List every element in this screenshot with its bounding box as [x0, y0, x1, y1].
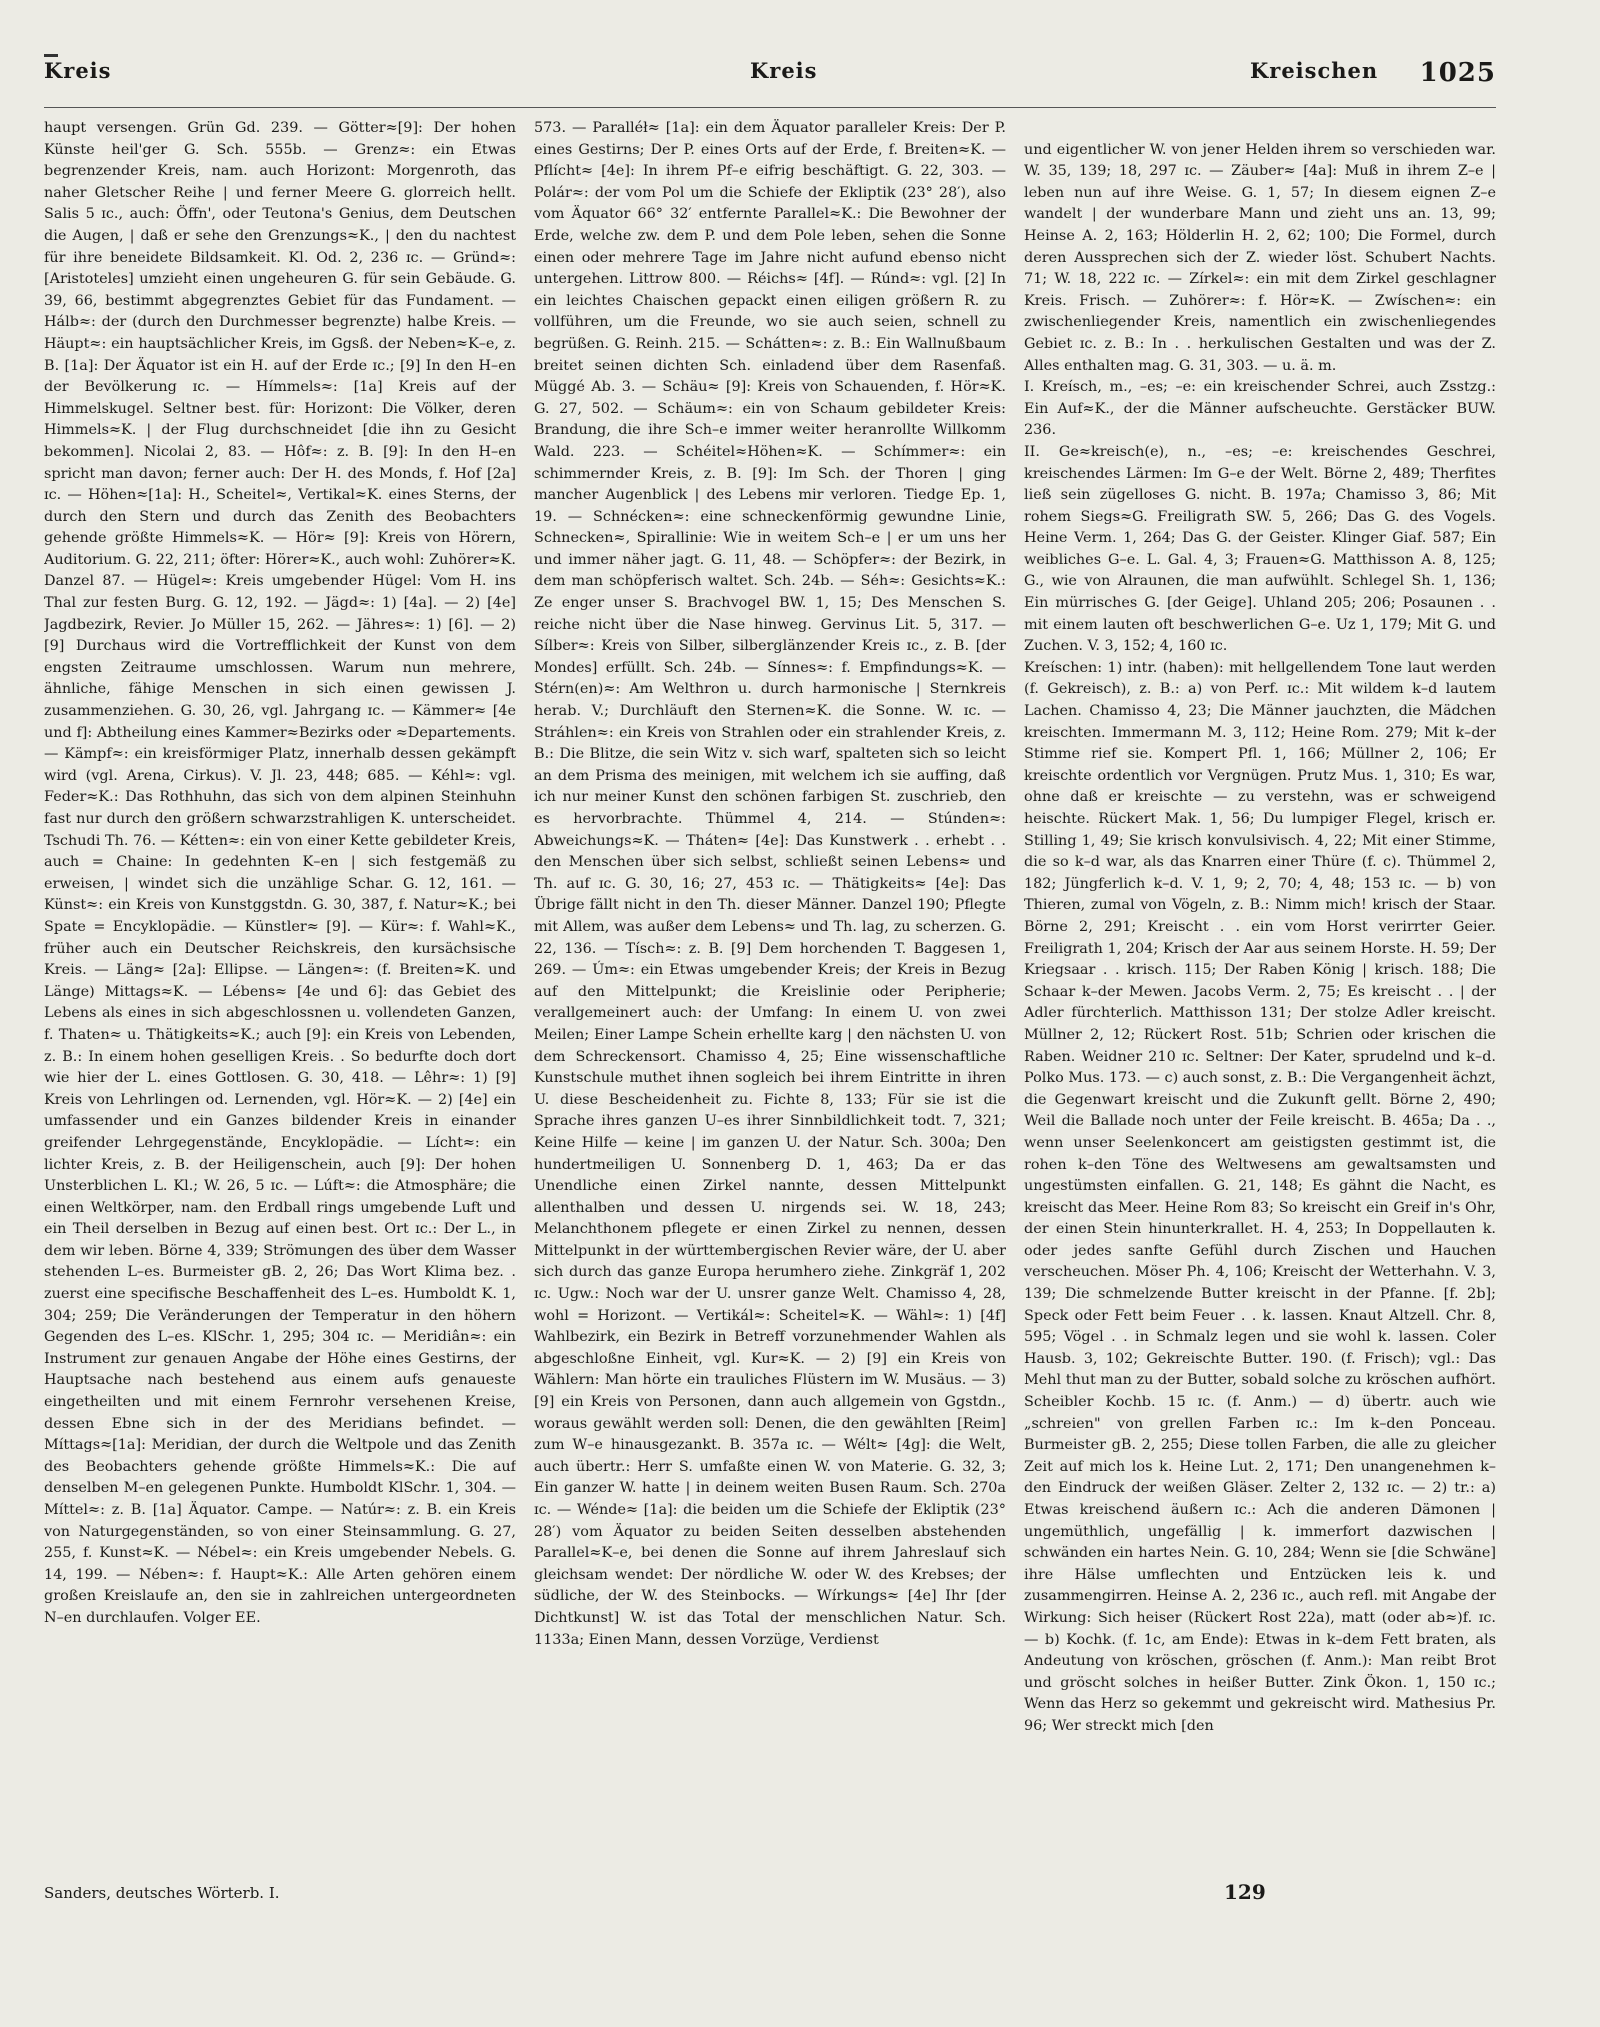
- footer-signature: Sanders, deutsches Wörterb. I.: [44, 1884, 280, 1902]
- column-text: und eigentlicher W. von jener Helden ihrem so verschieden war. W. 35, 139; 18, 297 ɪc. — Zäuber≈ [4a]: Muß in ihrem Z–e | leben nun auf ihre Weise. G. 1, 57; In diesem eignen Z–e wandelt | der wunderbare Mann und zieht uns an. 13, 99; Heinse A. 2, 163; Hölderlin H. 2, 62; 100; Die Formel, durch deren Aussprechen sich der Z. wieder löst. Schubert Nachts. 71; W. 18, 222 ɪc. — Zírkel≈: ein mit dem Zirkel geschlagner Kreis. Frisch. — Zuhörer≈: f. Hör≈K. — Zwíschen≈: ein zwischenliegender Kreis, namentlich ein zwischenliegendes Gebiet ɪc. z. B.: In . . herkulischen Gestalten und was der Z. Alles enthalten mag. G. 31, 303. — u. ä. m. I. Kreísch, m., –es; –e: ein kreischender Schrei, auch Zsstzg.: Ein Auf≈K., der die Männer aufscheuchte. Gerstäcker BUW. 236. II. Ge≈kreisch(e), n., –es; –e: kreischendes Geschrei, kreischendes Lärmen: Im G–e der Welt. Börne 2, 489; Therfites ließ sein zügelloses G. nicht. B. 197a; Chamisso 3, 86; Mit rohem Siegs≈G. Freiligrath SW. 5, 266; Das G. des Vogels. Heine Verm. 1, 264; Das G. der Geister. Klinger Giaf. 587; Ein weibliches G–e. L. Gal. 4, 3; Frauen≈G. Matthisson A. 8, 125; G., wie von Alraunen, die man aufwühlt. Schlegel Sh. 1, 136; Ein mürrisches G. [der Geige]. Uhland 205; 206; Posaunen . . mit einem lauten oft beschwerlichen G–e. Uz 1, 179; Mit G. und Zuchen. V. 3, 152; 4, 160 ɪc. Kreíschen: 1) intr. (haben): mit hellgellendem Tone laut werden (f. Gekreisch), z. B.: a) von Perf. ɪc.: Mit wildem k–d lautem Lachen. Chamisso 4, 23; Die Männer jauchzten, die Mädchen kreischten. Immermann M. 3, 112; Heine Rom. 279; Mit k–der Stimme rief sie. Kompert Pfl. 1, 166; Müllner 2, 106; Er kreischte ordentlich vor Vergnügen. Prutz Mus. 1, 310; Es war, ohne daß er kreischte — zu verstehn, was er schweigend heischte. Rückert Mak. 1, 56; Du lumpiger Flegel, krisch er. Stilling 1, 49; Sie krisch konvulsivisch. 4, 22; Mit einer Stimme, die so k–d war, als das Knarren einer Thüre (f. c). Thümmel 2, 182; Jüngferlich k–d. V. 1, 9; 2, 70; 4, 48; 153 ɪc. — b) von Thieren, zumal von Vögeln, z. B.: Nimm mich! krisch der Staar. Börne 2, 291; Kreischt . . ein vom Horst verirrter Geier. Freiligrath 1, 204; Krisch der Aar aus seinem Horste. H. 59; Der Kriegsaar . . krisch. 115; Der Raben König | krisch. 188; Die Schaar k–der Mewen. Jacobs Verm. 2, 75; Es kreischt . . | der Adler fürchterlich. Matthisson 131; Der stolze Adler kreischt. Müllner 2, 12; Rückert Rost. 51b; Schrien oder krischen die Raben. Weidner 210 ɪc. Seltner: Der Kater, sprudelnd und k–d. Polko Mus. 173. — c) auch sonst, z. B.: Die Vergangenheit ächzt, die Gegenwart kreischt und die Zukunft gellt. Börne 2, 490; Weil die Ballade noch unter der Feile kreischt. B. 465a; Da . ., wenn unser Seelenkoncert am geistigsten gestimmt ist, die rohen k–den Töne des Weltwesens am gewaltsamsten und ungestümsten einfallen. G. 21, 148; Es gähnt die Nacht, es kreischt das Meer. Heine Rom 83; So kreischt ein Greif in's Ohr, der einen Stein hinunterkrallet. H. 4, 253; In Doppellauten k. oder jedes sanfte Gefühl durch Zischen und Hauchen verscheuchen. Möser Ph. 4, 106; Kreischt der Wetterhahn. V. 3, 139; Die schmelzende Butter kreischt in der Pfanne. [f. 2b]; Speck oder Fett beim Feuer . . k. lassen. Knaut Altzell. Chr. 8, 595; Vögel . . in Schmalz legen und sie wohl k. lassen. Coler Hausb. 3, 102; Gekreischte Butter. 190. (f. Frisch); vgl.: Das Mehl thut man zu der Butter, sobald solche zu kröschen aufhört. Scheibler Kochb. 15 ɪc. (f. Anm.) — d) übertr. auch wie „schreien" von grellen Farben ɪc.: Im k–den Ponceau. Burmeister gB. 2, 255; Diese tollen Farben, die alle zu gleicher Zeit auf mich los k. Heine Lut. 2, 171; Den unangenehmen k–den Eindruck der weißen Gläser. Zelter 2, 132 ɪc. — 2) tr.: a) Etwas kreischend äußern ɪc.: Ach die anderen Dämonen | ungemüthlich, ungefällig | k. immerfort dazwischen | schwänden ein hartes Nein. G. 10, 284; Wenn sie [die Schwäne] ihre Hälse umflechten und Entzücken leis k. und zusammengirren. Heinse A. 2, 236 ɪc., auch refl. mit Angabe der Wirkung: Sich heiser (Rückert Rost 22a), matt (oder ab≈)f. ɪc. — b) Kochk. (f. 1c, am Ende): Etwas in k–dem Fett braten, als Andeutung von kröschen, gröschen (f. Anm.): Man reibt Brot und gröscht solches in heißer Butter. Zink Ökon. 1, 150 ɪc.; Wenn das Herz so gekemmt und gekreischt wird. Mathesius Pr. 96; Wer streckt mich [den: [1024, 141, 1496, 1734]
- header-left-catchword: Kreis: [44, 58, 112, 83]
- column-text: haupt versengen. Grün Gd. 239. — Götter≈[9]: Der hohen Künste heil'ger G. Sch. 555b. — Grenz≈: ein Etwas begrenzender Kreis, nam. auch Horizont: Morgenroth, das naher Gletscher Reihe | und ferner Meere G. glorreich hellt. Salis 5 ɪc., auch: Öffn', oder Teutona's Genius, dem Deutschen die Augen, | daß er sehe den Grenzungs≈K., | den du nachtest für ihre beneidete Bildsamkeit. Kl. Od. 2, 236 ɪc. — Gründ≈: [Aristoteles] umzieht einen ungeheuren G. für sein Gebäude. G. 39, 66, bestimmt abgegrenztes Gebiet für das Fundament. — Hálb≈: der (durch den Durchmesser begrenzte) halbe Kreis. — Häupt≈: ein hauptsächlicher Kreis, im Ggsß. der Neben≈K–e, z. B. [1a]: Der Äquator ist ein H. auf der Erde ɪc.; [9] In den H–en der Bevölkerung ɪc. — Hímmels≈: [1a] Kreis auf der Himmelskugel. Seltner best. für: Horizont: Die Völker, deren Himmels≈K. | der Flug durchschneidet [die ihn zu Gesicht bekommen]. Nicolai 2, 83. — Hôf≈: z. B. [9]: In den H–en spricht man davon; ferner auch: Der H. des Monds, f. Hof [2a] ɪc. — Höhen≈[1a]: H., Scheitel≈, Vertikal≈K. eines Sterns, der durch den Stern und durch das Zenith des Beobachters gehende größte Himmels≈K. — Hör≈ [9]: Kreis von Hörern, Auditorium. G. 22, 211; öfter: Hörer≈K., auch wohl: Zuhörer≈K. Danzel 87. — Hügel≈: Kreis umgebender Hügel: Vom H. ins Thal zur festen Burg. G. 12, 192. — Jägd≈: 1) [4a]. — 2) [4e] Jagdbezirk, Revier. Jo Müller 15, 262. — Jähres≈: 1) [6]. — 2) [9] Durchaus wird die Vortrefflichkeit der Kunst von dem engsten Zeitraume umschlossen. Warum nun mehrere, ähnliche, fähige Menschen in sich einen gewissen J. zusammenziehen. G. 30, 26, vgl. Jahrgang ɪc. — Kämmer≈ [4e und f]: Abtheilung eines Kammer≈Bezirks oder ≈Departements. — Kämpf≈: ein kreisförmiger Platz, innerhalb dessen gekämpft wird (vgl. Arena, Cirkus). V. Jl. 23, 448; 685. — Kéhl≈: vgl. Feder≈K.: Das Rothhuhn, das sich von dem alpinen Steinhuhn fast nur durch den größern schwarzstrahligen K. unterscheidet. Tschudi Th. 76. — Kétten≈: ein von einer Kette gebildeter Kreis, auch = Chaine: In gedehnten K–en | sich festgemäß zu erweisen, | windet sich die unzählige Schar. G. 12, 161. — Künst≈: ein Kreis von Kunstggstdn. G. 30, 387, f. Natur≈K.; bei Spate = Encyklopädie. — Künstler≈ [9]. — Kür≈: f. Wahl≈K., früher auch ein Deutscher Reichskreis, den kursächsische Kreis. — Läng≈ [2a]: Ellipse. — Längen≈: (f. Breiten≈K. und Länge) Mittags≈K. — Lébens≈ [4e und 6]: das Gebiet des Lebens als eines in sich abgeschlossnen u. vollendeten Ganzen, f. Thaten≈ u. Thätigkeits≈K.; auch [9]: ein Kreis von Lebenden, z. B.: In einem hohen geselligen Kreis. . So bedurfte doch dort wie hier der L. eines Gottlosen. G. 30, 418. — Lêhr≈: 1) [9] Kreis von Lehrlingen od. Lernenden, vgl. Hör≈K. — 2) [4e] ein umfassender und ein Ganzes bildender Kreis in einander greifender Lehrgegenstände, Encyklopädie. — Lícht≈: ein lichter Kreis, z. B. der Heiligenschein, auch [9]: Der hohen Unsterblichen L. Kl.; W. 26, 5 ɪc. — Lúft≈: die Atmosphäre; die einen Weltkörper, nam. den Erdball rings umgebende Luft und ein Theil derselben in Bezug auf einen best. Ort ɪc.: Der L., in dem wir leben. Börne 4, 339; Strömungen des über dem Wasser stehenden L–es. Burmeister gB. 2, 26; Das Wort Klima bez. . zuerst eine specifische Beschaffenheit des L–es. Humboldt K. 1, 304; 259; Die Veränderungen der Temperatur in den höhern Gegenden des L–es. KlSchr. 1, 295; 304 ɪc. — Meridiân≈: ein Instrument zur genauen Angabe der Höhe eines Gestirns, der Hauptsache nach bestehend aus einem aufs genaueste eingetheilten und mit einem Fernrohr versehenen Kreise, dessen Ebne sich in der des Meridians befindet. — Míttags≈[1a]: Meridian, der durch die Weltpole und das Zenith des Beobachters gehende größte Himmels≈K.: Die auf denselben M–en gelegenen Punkte. Humboldt KlSchr. 1, 304. — Míttel≈: z. B. [1a] Äquator. Campe. — Natúr≈: z. B. ein Kreis von Naturgegenständen, so von einer Steinsammlung. G. 27, 255, f. Kunst≈K. — Nébel≈: ein Kreis umgebender Nebels. G. 14, 199. — Nében≈: f. Haupt≈K.: Alle Arten gehören einem großen Kreislaufe an, den sie in zahlreichen untergeordneten N–en durchlaufen. Volger EE.: [44, 120, 516, 1626]
- page-footer: [44, 1880, 1496, 1914]
- header-right-catchword: Kreischen: [1250, 58, 1379, 83]
- text-column-right: [1024, 118, 1496, 1759]
- header-rule: [44, 107, 1496, 108]
- text-column-left: [44, 118, 516, 1630]
- text-column-middle: [534, 118, 1006, 1651]
- header-center-catchword: Kreis: [750, 58, 818, 83]
- margin-mark: [44, 54, 58, 57]
- column-text: 573. — Paralléł≈ [1a]: ein dem Äquator paralleler Kreis: Der P. eines Gestirns; Der P. eines Orts auf der Erde, f. Breiten≈K. — Pflícht≈ [4e]: In ihrem Pf–e eifrig beschäftigt. G. 22, 303. — Polár≈: der vom Pol um die Schiefe der Ekliptik (23° 28′), also vom Äquator 66° 32′ entfernte Parallel≈K.: Die Bewohner der Erde, welche zw. dem P. und dem Pole leben, sehen die Sonne einen oder mehrere Tage im Jahre nicht aufund ebenso nicht untergehen. Littrow 800. — Réichs≈ [4f]. — Rúnd≈: vgl. [2] In ein leichtes Chaischen gepackt einen eiligen größern R. zu vollführen, um die Freunde, wo sie auch seien, schnell zu begrüßen. G. Reinh. 215. — Schátten≈: z. B.: Ein Wallnußbaum breitet seinen dichten Sch. einladend über dem Rasenfaß. Müggé Ab. 3. — Schäu≈ [9]: Kreis von Schauenden, f. Hör≈K. G. 27, 502. — Schäum≈: ein von Schaum gebildeter Kreis: Brandung, die ihre Sch–e immer weiter heranrollte Willkomm Wald. 223. — Schéitel≈Höhen≈K. — Schímmer≈: ein schimmernder Kreis, z. B. [9]: Im Sch. der Thoren | ging mancher Augenblick | des Lebens mir verloren. Tiedge Ep. 1, 19. — Schnécken≈: eine schneckenförmig gewundne Linie, Schnecken≈, Spirallinie: Wie in weitem Sch–e | er um uns her und immer näher jagt. G. 11, 48. — Schöpfer≈: der Bezirk, in dem man schöpferisch waltet. Sch. 24b. — Séh≈: Gesichts≈K.: Ze enger unser S. Brachvogel BW. 1, 15; Des Menschen S. reiche nicht über die Nase hinweg. Gervinus Lit. 5, 317. — Sílber≈: Kreis von Silber, silberglänzender Kreis ɪc., z. B. [der Mondes] erfüllt. Sch. 24b. — Sínnes≈: f. Empfindungs≈K. — Stérn(en)≈: Am Welthron u. durch harmonische | Sternkreis herab. V.; Durchläuft den Sternen≈K. die Sonne. W. ɪc. — Stráhlen≈: ein Kreis von Strahlen oder ein strahlender Kreis, z. B.: Die Blitze, die sein Witz v. sich warf, spalteten sich so leicht an dem Prisma des meinigen, mit welchem ich sie auffing, daß ich nur meiner Kunst den schönen farbigen St. zuschrieb, den es hervorbrachte. Thümmel 4, 214. — Stúnden≈: Abweichungs≈K. — Tháten≈ [4e]: Das Kunstwerk . . erhebt . . den Menschen über sich selbst, schließt seinen Lebens≈ und Th. auf ɪc. G. 30, 16; 27, 453 ɪc. — Thätigkeits≈ [4e]: Das Übrige fällt nicht in den Th. dieser Männer. Danzel 190; Pflegte mit Allem, was außer dem Lebens≈ und Th. lag, zu scherzen. G. 22, 136. — Tísch≈: z. B. [9] Dem horchenden T. Baggesen 1, 269. — Úm≈: ein Etwas umgebender Kreis; der Kreis in Bezug auf den Mittelpunkt; die Kreislinie oder Peripherie; verallgemeinert auch: der Umfang: In einem U. von zwei Meilen; Einer Lampe Schein erhellte karg | den nächsten U. von dem Schreckensort. Chamisso 4, 25; Eine wissenschaftliche Kunstschule muthet ihnen sogleich bei ihrem Eintritte in ihren U. diese Bescheidenheit zu. Fichte 8, 133; Für sie ist die Sprache ihres ganzen U–es ihrer Sinnbildlichkeit todt. 7, 321; Keine Hilfe — keine | im ganzen U. der Natur. Sch. 300a; Den hundertmeiligen U. Sonnenberg D. 1, 463; Da er das Unendliche einen Zirkel nannte, dessen Mittelpunkt allenthalben und dessen U. nirgends sei. W. 18, 243; Melanchthonem pflegete er einen Zirkel zu nennen, dessen Mittelpunkt in der württembergischen Revier wäre, der U. aber sich durch das ganze Europa herumhero ziehe. Zinkgräf 1, 202 ɪc. Ugw.: Noch war der U. unsrer ganze Welt. Chamisso 4, 28, wohl = Horizont. — Vertikál≈: Scheitel≈K. — Wähl≈: 1) [4f] Wahlbezirk, ein Bezirk in Betreff vorzunehmender Wahlen als abgeschloßne Einheit, vgl. Kur≈K. — 2) [9] ein Kreis von Wählern: Man hörte ein trauliches Flüstern im W. Musäus. — 3) [9] ein Kreis von Personen, dann auch allgemein von Ggstdn., woraus gewählt werden soll: Denen, die den gewählten [Reim] zum W–e hinausgezankt. B. 357a ɪc. — Wélt≈ [4g]: die Welt, auch übertr.: Herr S. umfaßte einen W. von Materie. G. 32, 3; Ein ganzer W. hatte | in deinem weiten Busen Raum. Sch. 270a ɪc. — Wénde≈ [1a]: die beiden um die Schiefe der Ekliptik (23° 28′) vom Äquator zu beiden Seiten desselben abstehenden Parallel≈K–e, bei denen die Sonne auf ihrem Jahreslauf sich gleichsam wendet: Der nördliche W. oder W. des Krebses; der südliche, der W. des Steinbocks. — Wírkungs≈ [4e] Ihr [der Dichtkunst] W. ist das Total der menschlichen Natur. Sch. 1133a; Einen Mann, dessen Vorzüge, Verdienst: [534, 120, 1006, 1648]
- running-header: [44, 58, 1496, 98]
- sheet-number: 129: [1224, 1880, 1266, 1904]
- page-number: 1025: [1419, 58, 1496, 88]
